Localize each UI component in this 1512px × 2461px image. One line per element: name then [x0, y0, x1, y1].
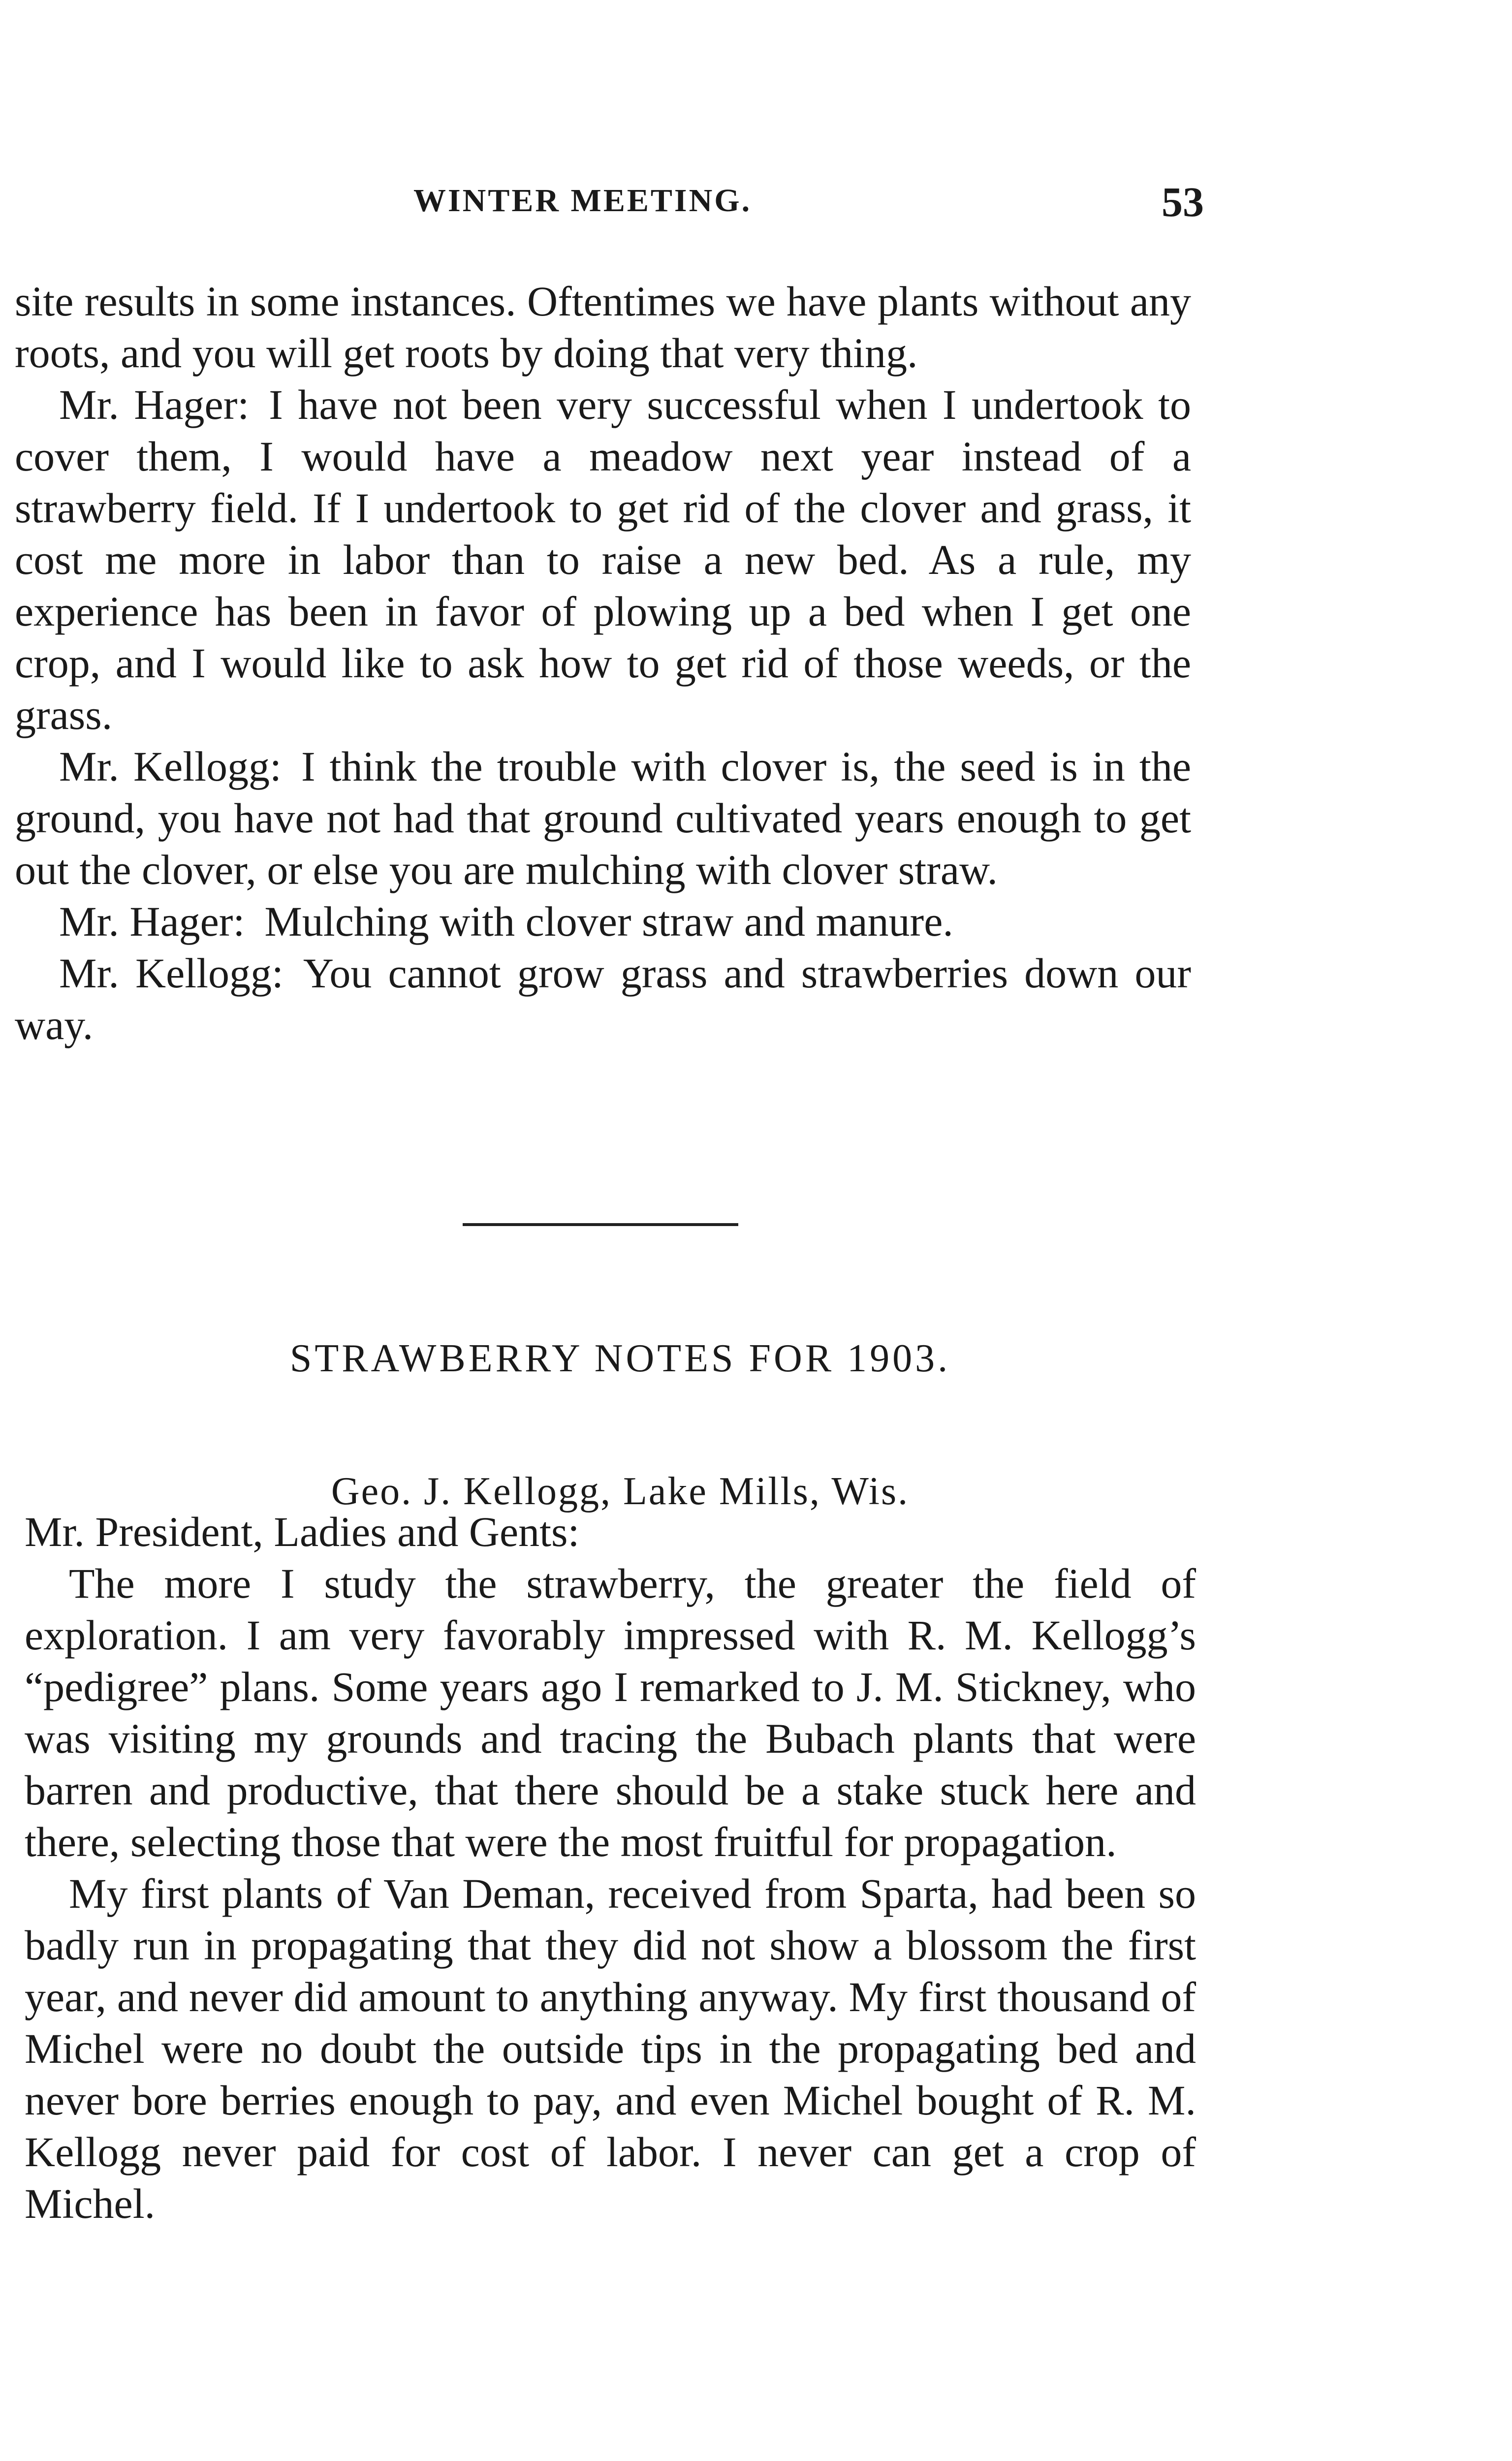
article-paragraph: The more I study the strawberry, the greater the field of exploration. I am very favorably impressed with R. M. Kellogg’s “pedigree” plans. Some years ago I remarked to J. M. Stickney, who was visiting my grounds and tracing the Bubach plants that were barren and productive, that there should be a stake stuck here and there, selecting those that were the most fruitful for propagation.: [25, 1560, 1196, 1865]
discussion-section: [15, 276, 1191, 1051]
speaker-remark: Mulching with clover straw and manure.: [264, 898, 953, 945]
article-body: [25, 1506, 1196, 2230]
discussion-exchange: [15, 379, 1191, 741]
running-head: [30, 177, 1204, 236]
discussion-opening: site results in some instances. Oftentimes we have plants without any roots, and you will get roots by doing that very thing.: [15, 278, 1191, 377]
speaker-remark: I have not been very successful when I undertook to cover them, I would have a meadow next year instead of a strawberry field. If I undertook to get rid of the clover and grass, it cost me more in labor than to raise a new bed. As a rule, my experience has been in favor of plowing up a bed when I get one crop, and I would like to ask how to get rid of those weeds, or the grass.: [15, 381, 1191, 738]
speaker-name: Mr. Kellogg:: [59, 949, 284, 997]
speaker-name: Mr. Hager:: [59, 898, 245, 945]
article-paragraph: My first plants of Van Deman, received from Sparta, had been so badly run in propagating that they did not show a blossom the first year, and never did amount to anything anyway. My first thousand of Michel were no doubt the outside tips in the propagating bed and never bore berries enough to pay, and even Michel bought of R. M. Kellogg never paid for cost of labor. I never can get a crop of Michel.: [25, 1870, 1196, 2227]
article-byline: Geo. J. Kellogg, Lake Mills, Wis.: [331, 1470, 910, 1513]
article-title: STRAWBERRY NOTES FOR 1903.: [289, 1337, 951, 1380]
section-divider-rule: [463, 1223, 738, 1226]
running-title: WINTER MEETING.: [413, 183, 752, 219]
speaker-remark: I think the trouble with clover is, the seed is in the ground, you have not had that ground cultivated years enough to get out the clover, or else you are mulching with clover straw.: [15, 743, 1191, 893]
speaker-name: Mr. Hager:: [59, 381, 250, 428]
discussion-exchange: [15, 741, 1191, 896]
page-number: 53: [1162, 178, 1204, 225]
salutation: Mr. President, Ladies and Gents:: [25, 1508, 580, 1555]
speaker-remark: You cannot grow grass and strawberries down our way.: [15, 949, 1191, 1048]
speaker-name: Mr. Kellogg:: [59, 743, 282, 790]
discussion-exchange: [15, 947, 1191, 1051]
discussion-exchange: [15, 896, 1191, 947]
